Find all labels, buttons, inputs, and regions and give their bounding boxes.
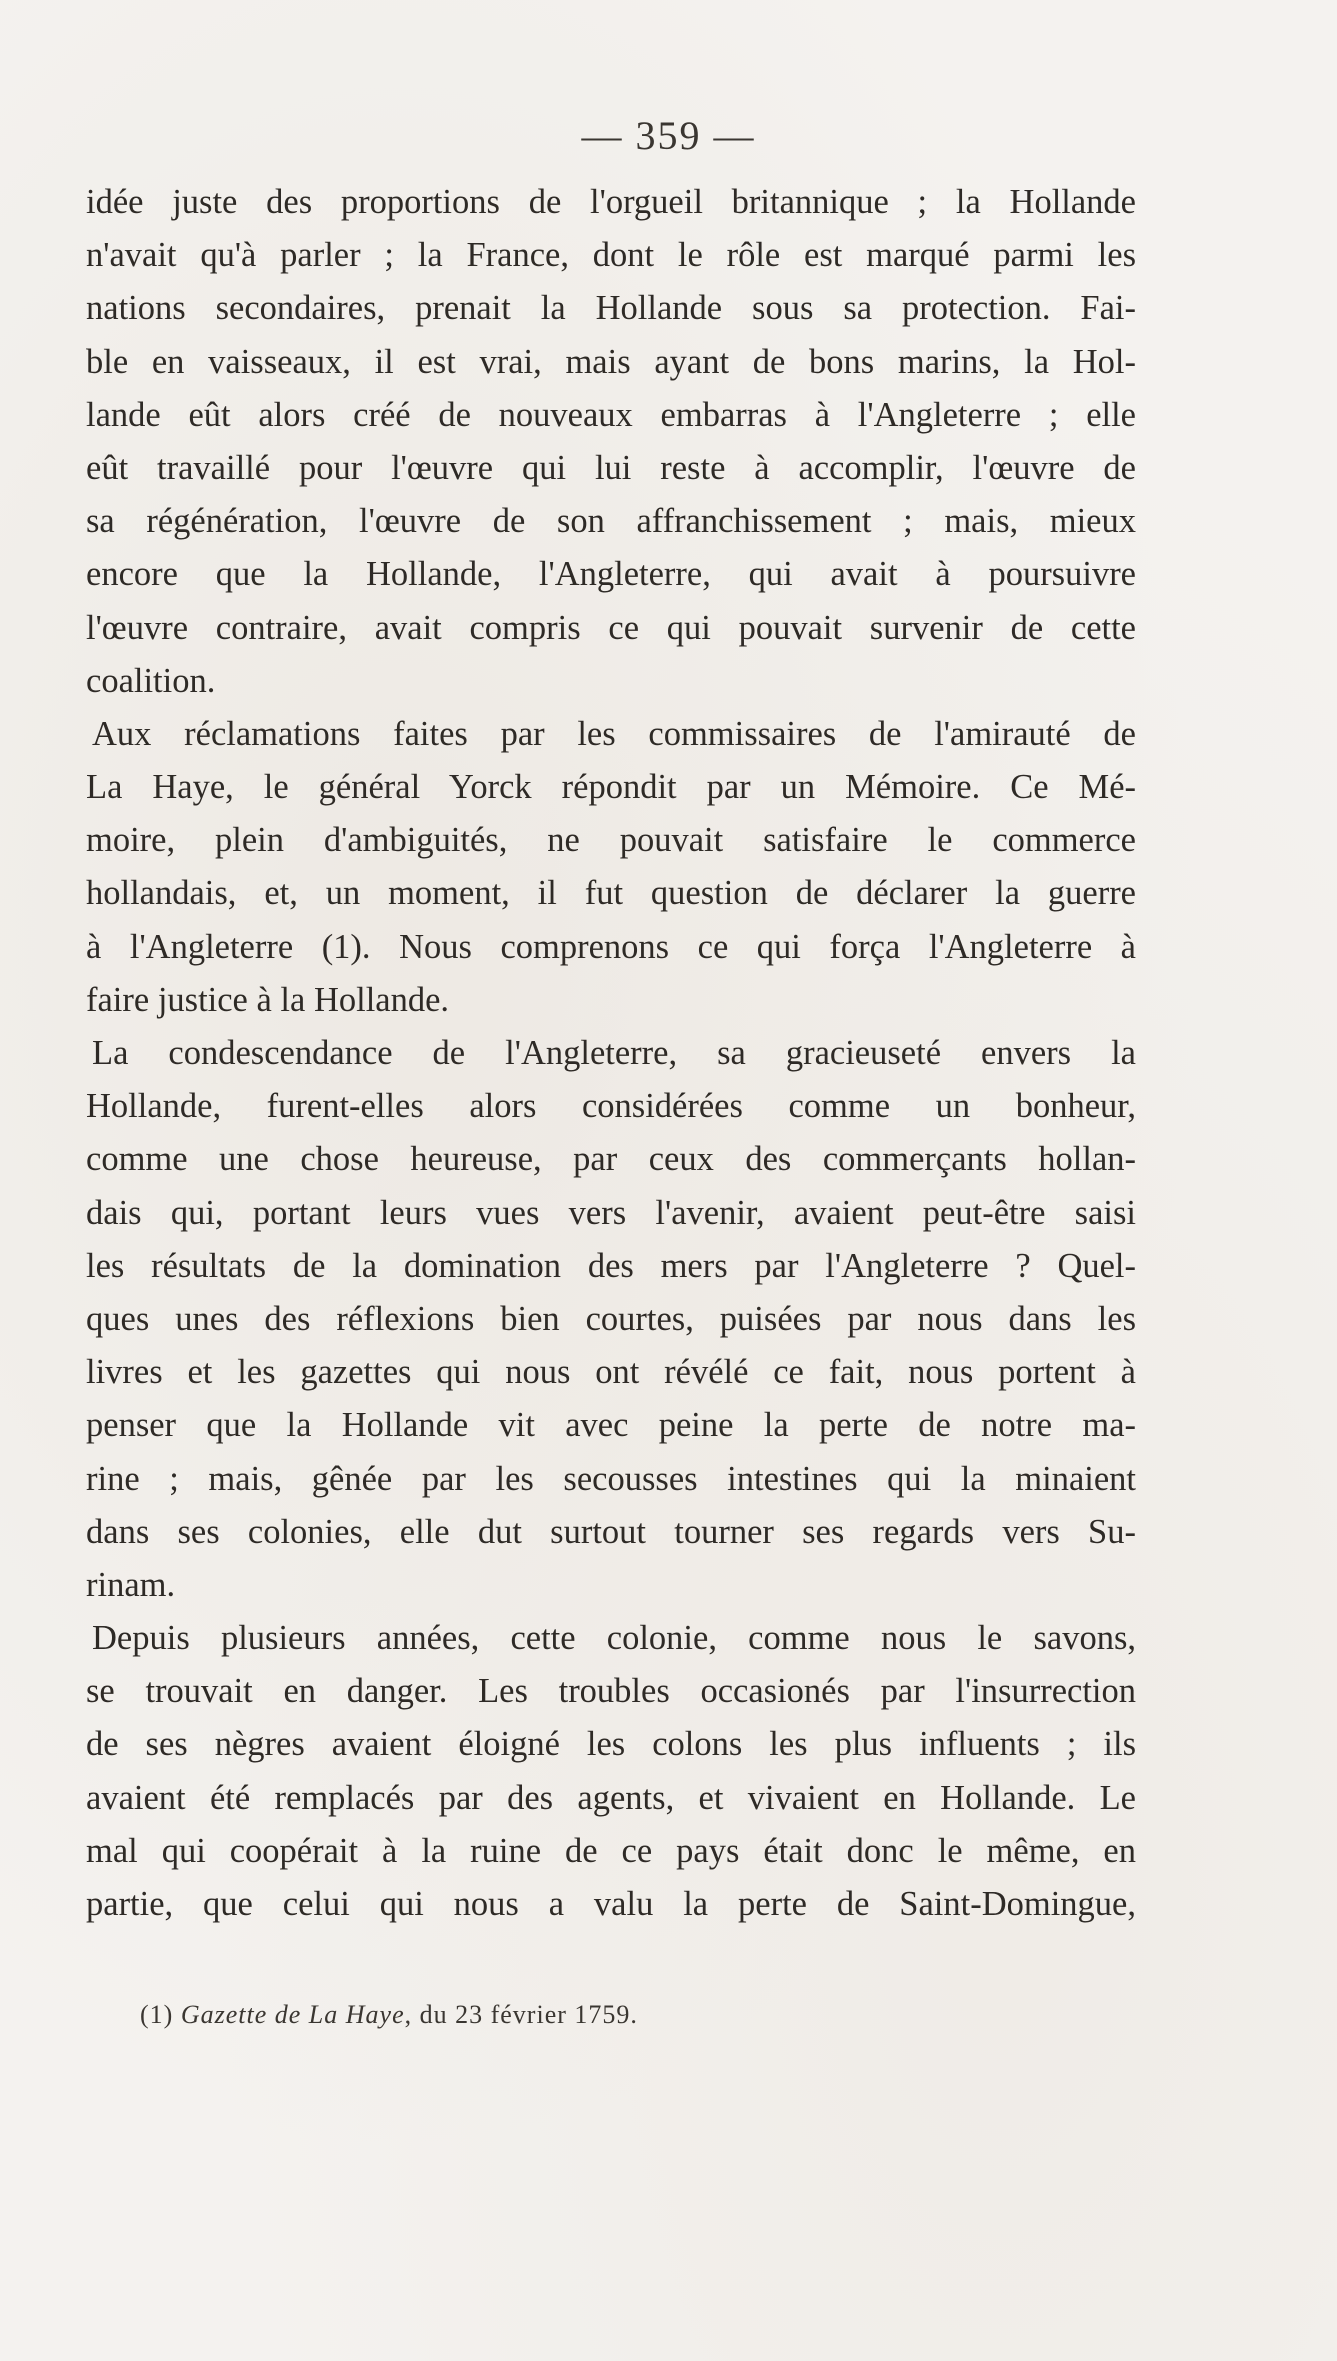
text-line: avaient été remplacés par des agents, et vivaient en Hollande. Le (86, 1778, 1136, 1817)
text-line: à l'Angleterre (1). Nous comprenons ce qui força l'Angleterre à (86, 927, 1136, 966)
paragraph-3 (86, 1027, 1136, 1612)
text-line: coalition. (86, 661, 216, 700)
text-line: comme une chose heureuse, par ceux des commerçants hollan- (86, 1140, 1136, 1179)
text-line: sa régénération, l'œuvre de son affranchissement ; mais, mieux (86, 502, 1136, 541)
text-line: lande eût alors créé de nouveaux embarras à l'Angleterre ; elle (86, 395, 1136, 434)
text-line: livres et les gazettes qui nous ont révélé ce fait, nous portent à (86, 1353, 1136, 1392)
text-line: nations secondaires, prenait la Hollande sous sa protection. Fai- (86, 289, 1136, 328)
text-line: encore que la Hollande, l'Angleterre, qui avait à poursuivre (86, 555, 1136, 594)
text-line: penser que la Hollande vit avec peine la perte de notre ma- (86, 1406, 1136, 1445)
text-line: l'œuvre contraire, avait compris ce qui pouvait survenir de cette (86, 608, 1136, 647)
text-line: mal qui coopérait à la ruine de ce pays était donc le même, en (86, 1831, 1136, 1870)
text-line: les résultats de la domination des mers par l'Angleterre ? Quel- (86, 1246, 1136, 1285)
text-line: rine ; mais, gênée par les secousses intestines qui la minaient (86, 1459, 1136, 1498)
page-number: — 359 — (581, 113, 756, 158)
text-line: dans ses colonies, elle dut surtout tourner ses regards vers Su- (86, 1512, 1136, 1551)
text-line: ble en vaisseaux, il est vrai, mais ayant de bons marins, la Hol- (86, 342, 1136, 381)
text-line: moire, plein d'ambiguités, ne pouvait satisfaire le commerce (86, 821, 1136, 860)
footnote-marker: (1) (140, 2000, 174, 2029)
text-line: La Haye, le général Yorck répondit par un Mémoire. Ce Mé- (86, 768, 1136, 807)
footnote-source-title: Gazette de La Haye (180, 2000, 405, 2029)
text-line: de ses nègres avaient éloigné les colons les plus influents ; ils (86, 1725, 1136, 1764)
text-line: faire justice à la Hollande. (86, 980, 450, 1019)
text-line: rinam. (86, 1565, 176, 1604)
body-text (86, 176, 1136, 1931)
text-line: Hollande, furent-elles alors considérées comme un bonheur, (86, 1087, 1136, 1126)
text-line: dais qui, portant leurs vues vers l'avenir, avaient peut-être saisi (86, 1193, 1136, 1232)
text-line: partie, que celui qui nous a valu la perte de Saint-Domingue, (86, 1885, 1136, 1923)
text-line: La condescendance de l'Angleterre, sa gracieuseté envers la (92, 1034, 1136, 1072)
paragraph-1 (86, 176, 1136, 708)
text-line: idée juste des proportions de l'orgueil britannique ; la Hollande (86, 183, 1136, 221)
text-line: se trouvait en danger. Les troubles occasionés par l'insurrection (86, 1672, 1136, 1711)
text-line: n'avait qu'à parler ; la France, dont le rôle est marqué parmi les (86, 236, 1136, 275)
text-line: eût travaillé pour l'œuvre qui lui reste à accomplir, l'œuvre de (86, 448, 1136, 487)
footnote (140, 2000, 638, 2030)
text-line: hollandais, et, un moment, il fut question de déclarer la guerre (86, 874, 1136, 913)
paragraph-2 (86, 708, 1136, 1027)
footnote-source-date: , du 23 février 1759. (404, 2000, 638, 2029)
text-line: Aux réclamations faites par les commissaires de l'amirauté de (92, 714, 1136, 753)
text-line: ques unes des réflexions bien courtes, puisées par nous dans les (86, 1299, 1136, 1338)
text-line: Depuis plusieurs années, cette colonie, comme nous le savons, (92, 1619, 1136, 1658)
paragraph-4 (86, 1612, 1136, 1931)
